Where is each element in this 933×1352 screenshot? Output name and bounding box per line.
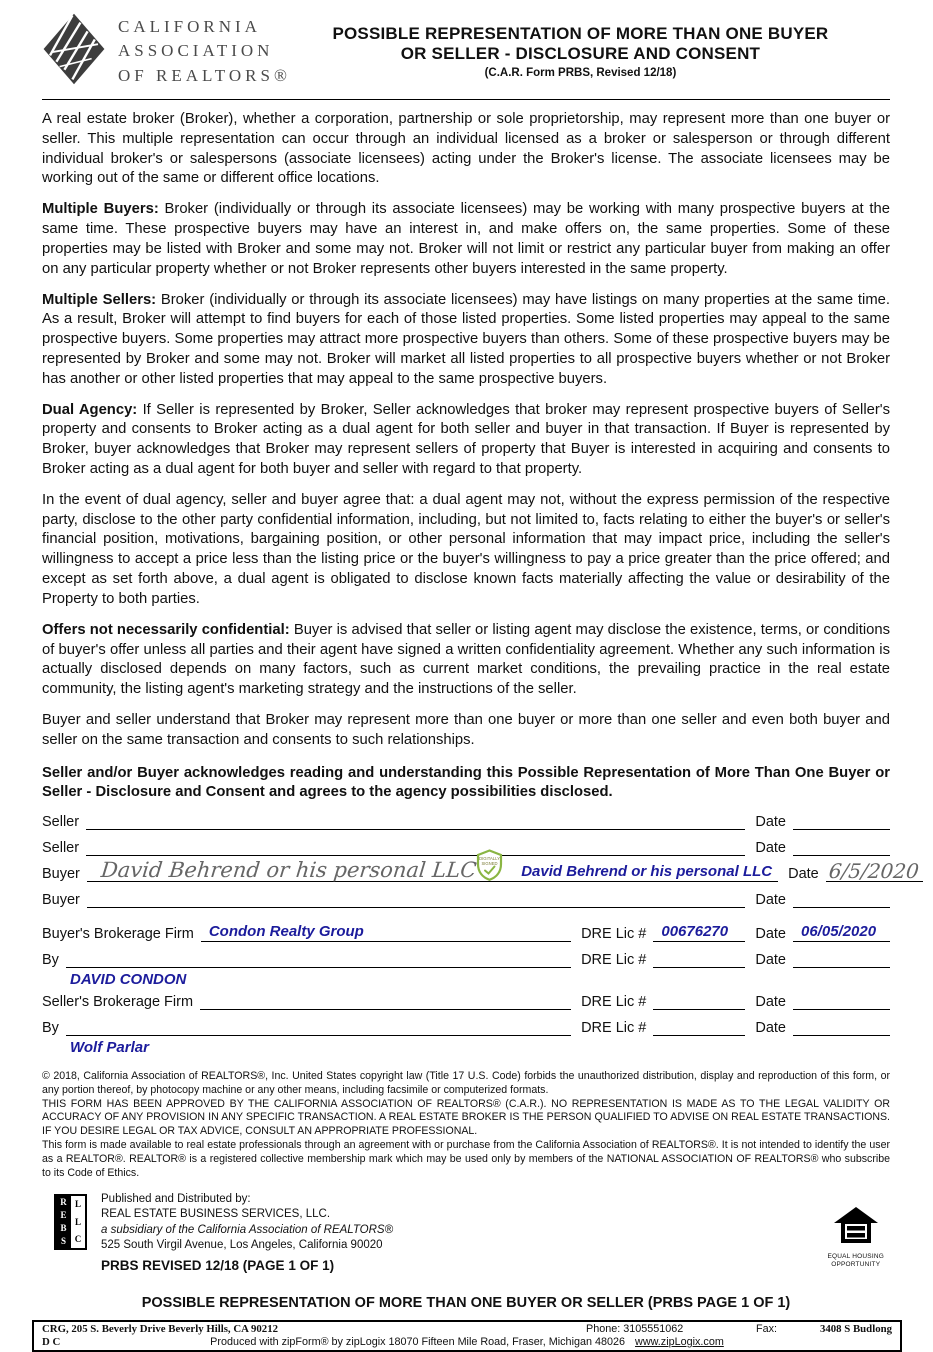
seller-signature-line-1[interactable] [86,813,745,830]
buyer-date-line-1[interactable] [826,859,923,884]
date-label: Date [755,926,786,943]
paragraph-multiple-buyers-text: Broker (individually or through its associate licensees) may be working with many prospective buyers at the same time. These prospective buyers may have an interest in, and make offers on, the same properties. Some of these properties may be listed with Broker and some may not. Broker will not limit or restrict any particular buyer from making an offer on any particular property whether or not Broker represents other buyers interested in the same property. [42,201,890,277]
buyers-brokerage-dre-value: 00676270 [661,922,729,940]
paragraph-offers-confidential-text: Buyer is advised that seller or listing agent may disclose the existence, terms, or conditions of buyer's offer unless all parties and their agent have signed a written confidentiality agreement. Whether any such information is actually disclosed depends on many factors, such as current market conditions, the prevailing practice in the real estate community, the listing agent's marketing strategy and the instructions of the seller. [42,621,890,698]
paragraph-intro-text: A real estate broker (Broker), whether a corporation, partnership or sole proprietorship, may represent more than one buyer or seller. This multiple representation can occur through an individual licensed as a broker or salesperson or through different individual broker's or salespersons (associate licensees) acting under the Broker's license. The associate licensees may be working out of the same or different office locations. [42,111,890,187]
paragraph-understanding-text: Buyer and seller understand that Broker may represent more than one buyer or more than one seller and even both buyer and seller on the same transaction and consents to such relationships. [42,711,890,748]
svg-text:SIGNED: SIGNED [481,861,498,867]
equal-housing-caption: EQUAL HOUSING OPPORTUNITY [827,1253,884,1269]
seller-date-line-1[interactable] [793,813,890,830]
dre-lic-label: DRE Lic # [581,1020,647,1037]
date-label: Date [755,1020,786,1037]
car-logo-block [42,12,291,91]
by-label: By [42,952,59,969]
seller-signature-line-2[interactable] [86,839,745,856]
footer-form-title: POSSIBLE REPRESENTATION OF MORE THAN ONE BUYER OR SELLER (PRBS PAGE 1 OF 1) [141,1294,791,1311]
sellers-brokerage-dre-line[interactable] [653,993,745,1010]
paragraph-intro [42,110,890,189]
publisher-company: REAL ESTATE BUSINESS SERVICES, LLC. [101,1208,331,1221]
footer-agent-initials: D C [42,1335,61,1348]
publisher-text [101,1192,393,1275]
car-logo-icon [42,12,106,91]
buyer-signature-line-2[interactable] [87,891,745,908]
footer-file-tag: 3408 S Budlong [819,1322,892,1335]
legal-copyright: © 2018, California Association of REALTORS®, Inc. United States copyright law (Title 17 U.S. Code) forbids the unauthorized distribution, display and reproduction of this form, or any portion thereof, by photocopy machine or any other means, including facsimile or computerized formats. [42,1070,890,1096]
buyers-brokerage-date-line[interactable] [793,922,890,942]
paragraph-offers-confidential [42,621,890,700]
seller-signature-row-2 [42,839,890,856]
buyer-signature-line-1[interactable] [87,856,778,883]
legal-approval: THIS FORM HAS BEEN APPROVED BY THE CALIFORNIA ASSOCIATION OF REALTORS® (C.A.R.). NO REPRESENTATION IS MADE AS TO THE LEGAL VALIDITY OR ACCURACY OF ANY PROVISION IN ANY SPECIFIC TRANSACTION. A REAL ESTATE BROKER IS THE PERSON QUALIFIED TO ADVISE ON REAL ESTATE TRANSACTIONS. IF YOU DESIRE LEGAL OR TAX ADVICE, CONSULT AN APPROPRIATE PROFESSIONAL. [42,1097,890,1138]
car-logo-text [118,15,291,89]
rebs-logo-icon: R E B S L L C [54,1194,87,1250]
buyer-label: Buyer [42,892,80,909]
footer-office-address: CRG, 205 S. Beverly Drive Beverly Hills, CA 90212 [42,1322,279,1335]
buyers-brokerage-by-line[interactable] [66,951,571,968]
sellers-agent-name: Wolf Parlar [70,1039,149,1057]
paragraph-offers-confidential-label: Offers not necessarily confidential: [42,621,290,638]
seller-label: Seller [42,814,80,831]
buyers-agent-date-line[interactable] [793,951,890,968]
paragraph-multiple-buyers-label: Multiple Buyers: [42,201,159,218]
buyer-signature-row-2 [42,891,890,908]
buyer-date-line-2[interactable] [793,891,890,908]
footer-phone: Phone: 3105551062 [586,1322,684,1335]
ziplogix-link[interactable]: www.zipLogix.com [635,1335,724,1348]
seller-signature-row-1 [42,813,890,830]
buyers-brokerage-label: Buyer's Brokerage Firm [42,926,194,943]
paragraph-dual-agency-label: Dual Agency: [42,401,138,418]
equal-housing-logo [827,1206,884,1275]
buyer-handwritten-signature: David Behrend or his personal LLC [99,858,478,883]
buyer-signature-row-1 [42,856,921,884]
paragraph-dual-agency [42,401,890,480]
equal-housing-icon [833,1206,879,1248]
form-header [42,12,890,91]
legal-availability: This form is made available to real estate professionals through an agreement with or purchase from the California Association of REALTORS®. It is not intended to identify the user as a REALTOR®. REALTOR® is a registered collective membership mark which may be used only by members of the NATIONAL ASSOCIATION OF REALTORS® who subscribe to its Code of Ethics. [42,1139,890,1179]
form-subtitle: (C.A.R. Form PRBS, Revised 12/18) [484,67,677,79]
legal-fineprint [42,1070,890,1180]
footer-produced-with: Produced with zipForm® by zipLogix 18070 Fifteen Mile Road, Fraser, Michigan 48026 [210,1335,626,1348]
paragraph-multiple-sellers [42,291,890,390]
by-label: By [42,1020,59,1037]
form-title-line1: POSSIBLE REPRESENTATION OF MORE THAN ONE BUYER [332,24,829,43]
paragraph-multiple-buyers [42,200,890,279]
date-label: Date [755,892,786,909]
car-logo-line2: ASSOCIATION [118,41,274,61]
buyer-typed-signature: David Behrend or his personal LLC [521,862,773,880]
svg-text:DIGITALLY: DIGITALLY [479,856,501,862]
sellers-brokerage-by-row [42,1019,890,1036]
buyers-agent-dre-line[interactable] [653,951,745,968]
sellers-brokerage-firm-line[interactable] [200,993,571,1010]
published-by-line: Published and Distributed by: [101,1193,251,1206]
publisher-address: 525 South Virgil Avenue, Los Angeles, California 90020 [101,1238,383,1251]
dre-lic-label: DRE Lic # [581,926,647,943]
footer-info-bar [32,1320,902,1352]
date-label: Date [755,814,786,831]
buyer-label: Buyer [42,866,80,883]
date-label: Date [788,866,819,883]
sellers-brokerage-label: Seller's Brokerage Firm [42,994,194,1011]
paragraph-multiple-sellers-text: Broker (individually or through its associate licensees) may have listings on many properties at the same time. As a result, Broker will attempt to find buyers for each of those listed properties. Some listed properties may appeal to the same prospective buyers. Some properties may attract more prospective buyers than others. Some of these prospective buyers may be represented by Broker and some may not. Broker will market all listed properties to all prospective buyers whether or not Broker has another or other listed properties that may appeal to the same prospective buyers. [42,291,890,387]
publisher-subsidiary: a subsidiary of the California Association of REALTORS® [101,1223,394,1236]
date-label: Date [755,994,786,1011]
date-label: Date [755,952,786,969]
dre-lic-label: DRE Lic # [581,952,647,969]
seller-date-line-2[interactable] [793,839,890,856]
buyers-brokerage-firm-value: Condon Realty Group [208,922,364,940]
paragraph-dual-agency-rules [42,491,890,610]
car-logo-line3: OF REALTORS® [118,65,291,85]
publisher-block [42,1192,890,1275]
paragraph-multiple-sellers-label: Multiple Sellers: [42,291,157,308]
sellers-brokerage-by-line[interactable] [66,1019,571,1036]
form-title-line2: OR SELLER - DISCLOSURE AND CONSENT [400,44,761,63]
header-divider [42,99,890,100]
buyers-agent-name: DAVID CONDON [70,971,187,989]
paragraph-dual-agency-rules-text: In the event of dual agency, seller and buyer agree that: a dual agent may not, without the express permission of the respective party, disclose to the other party confidential information, including, but not limited to, facts relating to either the buyer's or seller's financial position, motivations, bargaining position, or other personal information that may impact price, including the seller's willingness to accept a price less than the listing price or the buyer's willingness to pay a price greater than the price offered; and except as set forth above, a dual agent is obligated to disclose known facts materially affecting the value or desirability of the Property to both parties. [42,491,890,607]
sellers-agent-dre-line[interactable] [653,1019,745,1036]
paragraph-dual-agency-text: If Seller is represented by Broker, Seller acknowledges that broker may represent prospective buyers of Seller's property and consents to Broker acting as a dual agent for both seller and buyer in that transaction. If Buyer is represented by Broker, buyer acknowledges that Broker may represent sellers of property that Buyer is interested in acquiring and consents to Broker acting as a dual agent for both buyer and seller with regard to that property. [42,401,890,477]
buyers-brokerage-by-row [42,951,890,968]
buyers-brokerage-firm-line[interactable] [201,922,571,942]
sellers-brokerage-row [42,993,890,1010]
sellers-agent-date-line[interactable] [793,1019,890,1036]
sellers-brokerage-date-line[interactable] [793,993,890,1010]
buyers-brokerage-dre-line[interactable] [653,922,745,942]
footer-fax-label: Fax: [756,1322,777,1335]
car-logo-line1: CALIFORNIA [118,16,261,36]
paragraph-understanding [42,711,890,751]
seller-label: Seller [42,840,80,857]
acknowledgement-paragraph: Seller and/or Buyer acknowledges reading and understanding this Possible Representation of More Than One Buyer or Seller - Disclosure and Consent and agrees to the agency possibilities disclosed. [42,764,890,801]
date-label: Date [755,840,786,857]
form-title-block [291,24,890,79]
form-revision: PRBS REVISED 12/18 (PAGE 1 OF 1) [101,1258,335,1273]
dre-lic-label: DRE Lic # [581,994,647,1011]
buyers-brokerage-row [42,922,890,943]
buyers-brokerage-date-value: 06/05/2020 [801,922,877,940]
buyer-date-value: 6/5/2020 [828,859,921,884]
digitally-signed-badge-icon [476,849,503,885]
